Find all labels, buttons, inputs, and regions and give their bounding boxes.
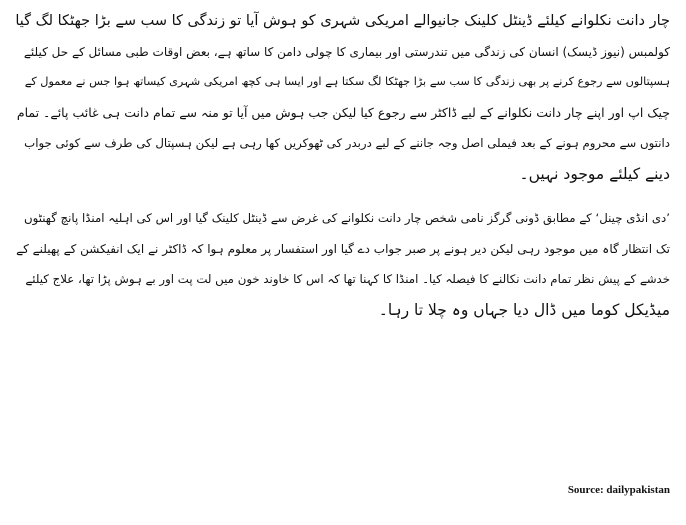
article-paragraph-1 bbox=[14, 6, 670, 189]
source-credit: Source: dailypakistan bbox=[567, 484, 670, 496]
article-line: تک انتظار گاہ میں موجود رہی لیکن دیر ہونے پر صبر جواب دے گیا اور استفسار پر معلوم ہوا کہ ڈاکٹر نے ایک انفیکشن کے پھیلنے کے bbox=[16, 241, 670, 256]
article-line: چیک اپ اور اپنے چار دانت نکلوانے کے لیے ڈاکٹر سے رجوع کیا لیکن جب ہوش میں آیا تو منہ سے تمام دانت ہی غائب پائے۔ تمام bbox=[16, 104, 670, 120]
article-line: کولمبس (نیوز ڈیسک) انسان کی زندگی میں تندرستی اور بیماری کا چولی دامن کا ساتھ ہے، بعض اوقات طبی مسائل کے حل کیلئے bbox=[23, 44, 670, 59]
article-paragraph-2 bbox=[14, 203, 670, 325]
article-line: دانتوں سے محروم ہونے کے بعد فیملی اصل وجہ جاننے کے لیے دربدر کی ٹھوکریں کھا رہی ہے لیکن ہسپتال کی طرف سے کوئی جواب bbox=[24, 136, 670, 150]
article-line: ’دی انڈی چینل‘ کے مطابق ڈونی گرگز نامی شخص چار دانت نکلوانے کی غرض سے ڈینٹل کلینک گیا اور اس کی اہلیہ امنڈا پانچ گھنٹوں bbox=[24, 211, 670, 225]
article-line: چار دانت نکلوانے کیلئے ڈینٹل کلینک جانیوالے امریکی شہری کو ہوش آیا تو زندگی کا سب سے بڑا جھٹکا لگ گیا bbox=[15, 13, 670, 29]
paragraph-spacer bbox=[14, 189, 670, 203]
article-line: دینے کیلئے موجود نہیں۔ bbox=[519, 164, 670, 183]
article-body bbox=[14, 6, 670, 484]
article-line: ہسپتالوں سے رجوع کرنے پر بھی زندگی کا سب سے بڑا جھٹکا لگ سکتا ہے اور ایسا ہی کچھ امریکی شہری کیساتھ ہوا جس نے معمول کے bbox=[24, 75, 670, 88]
article-line: میڈیکل کوما میں ڈال دیا جہاں وہ چلا تا رہا۔ bbox=[378, 300, 670, 319]
article-line: خدشے کے پیش نظر تمام دانت نکالنے کا فیصلہ کیا۔ امنڈا کا کہنا تھا کہ اس کا خاوند خون میں لت پت اور بے ہوش پڑا تھا، علاج کیلئے bbox=[25, 272, 670, 286]
